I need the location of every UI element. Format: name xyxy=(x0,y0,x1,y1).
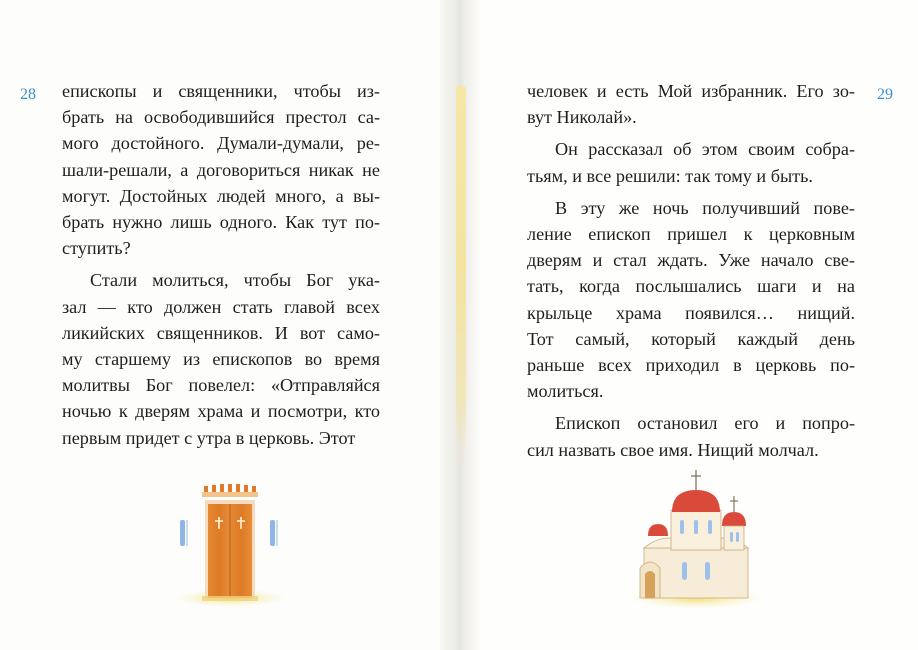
paragraph xyxy=(62,78,380,261)
paragraph xyxy=(527,78,855,130)
text-line: вут Николай». xyxy=(527,107,637,128)
church-illustration xyxy=(626,464,766,610)
text-line: первым придет с утра в церковь. Этот xyxy=(62,427,356,448)
right-page-text xyxy=(527,78,855,469)
church-door-illustration xyxy=(172,482,288,608)
text-line: молитвы Бог повелел: «Отправляйся xyxy=(62,375,380,396)
text-line: ление епископ пришел к церковным xyxy=(527,224,855,245)
text-line: Тот самый, который каждый день xyxy=(527,328,855,349)
text-line: зал — кто должен стать главой всех xyxy=(62,296,380,317)
paragraph xyxy=(527,410,855,462)
text-line: сил назвать свое имя. Нищий молчал. xyxy=(527,439,819,460)
paragraph xyxy=(62,267,380,450)
text-line: человек и есть Мой избранник. Его зо- xyxy=(527,81,855,101)
left-dome xyxy=(648,524,668,536)
paragraph xyxy=(527,195,855,405)
gutter-ribbon xyxy=(456,86,466,458)
right-page-number: 29 xyxy=(877,86,893,103)
central-cross-icon xyxy=(691,470,701,490)
left-page-text xyxy=(62,78,380,457)
text-line: могут. Достойных людей много, а вы- xyxy=(62,185,380,206)
left-page-number: 28 xyxy=(20,86,36,103)
church-entrance xyxy=(640,562,660,598)
text-line: ликийских священников. И вот само- xyxy=(62,322,380,343)
text-line: крыльце храма появился… нищий. xyxy=(527,302,855,323)
text-line: му старшему из епископов во время xyxy=(62,349,380,370)
text-line: ступить? xyxy=(62,238,131,259)
text-line: тьям, и все решили: так тому и быть. xyxy=(527,165,813,186)
right-dome xyxy=(722,512,746,526)
text-line: брать на освободившийся престол са- xyxy=(62,107,380,128)
door-crown xyxy=(202,484,258,497)
text-line: брать нужно лишь одного. Как тут по- xyxy=(62,212,380,233)
text-line: В эту же ночь получивший пове- xyxy=(555,197,855,218)
text-line: епископы и священники, чтобы из- xyxy=(62,81,380,101)
text-line: ночью к дверям храма и посмотри, кто xyxy=(62,401,380,422)
paragraph xyxy=(527,136,855,188)
text-line: Епископ остановил его и попро- xyxy=(555,413,855,434)
text-line: Стали молиться, чтобы Бог ука- xyxy=(90,270,380,291)
central-dome xyxy=(672,490,720,512)
text-line: молиться. xyxy=(527,381,604,402)
text-line: дверям и стал ждать. Уже начало све- xyxy=(527,250,855,271)
text-line: шали-решали, а договориться никак не xyxy=(62,159,380,180)
text-line: Он рассказал об этом своим собра- xyxy=(555,139,855,160)
text-line: мого достойного. Думали-думали, ре- xyxy=(62,133,380,154)
text-line: раньше всех приходил в церковь по- xyxy=(527,355,855,376)
right-cross-icon xyxy=(730,496,738,512)
text-line: тать, когда послышались шаги и на xyxy=(527,276,855,297)
